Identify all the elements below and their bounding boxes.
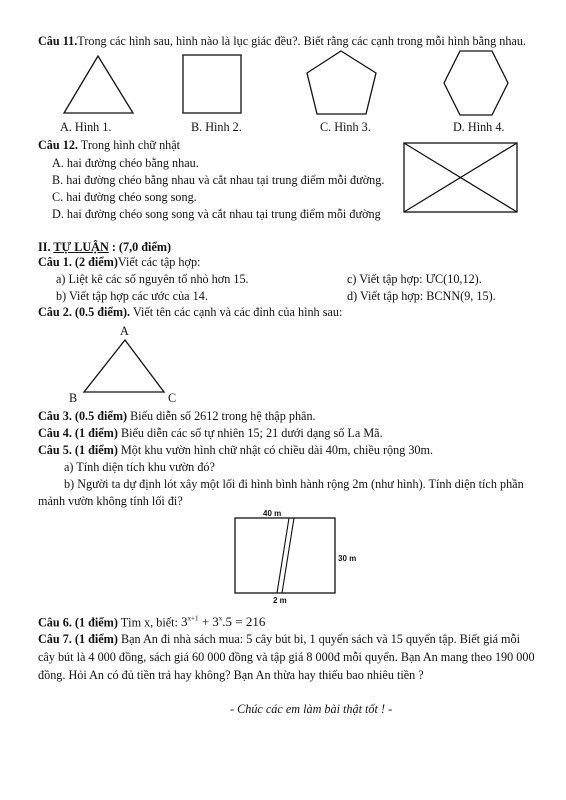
question-text: Bạn An đi nhà sách mua: 5 cây bút bi, 1 quyển sách và 15 quyển tập. Biết giá mỗi [117,632,521,646]
width-label: 30 m [338,554,357,563]
equation-exponent-1: x+1 [187,615,199,623]
question-text: Một khu vườn hình chữ nhật có chiều dài 40m, chiều rộng 30m. [117,443,434,457]
option-c: C. Hình 3. [320,120,371,134]
option-a: A. hai đường chéo bằng nhau. [52,156,199,170]
question-text: Biểu diễn số 2612 trong hệ thập phân. [127,409,316,423]
path-width-label: 2 m [273,596,287,605]
sub-question-b: b) Viết tập hợp các ước của 14. [56,289,208,303]
question-text: Biểu diễn các số tự nhiên 15; 21 dưới dạng số La Mã. [117,426,383,440]
essay-question-7 [38,632,520,646]
section-number: II. [38,240,54,254]
sub-question-a: a) Tính diện tích khu vườn đó? [64,460,215,474]
sub-question-d: d) Viết tập hợp: BCNN(9, 15). [347,289,496,303]
question-text: Tìm x, biết: [117,615,181,630]
equation-middle: + 3 [198,614,219,630]
option-b: B. hai đường chéo bằng nhau và cắt nhau tại trung điểm mỗi đường. [52,173,385,187]
length-label: 40 m [263,509,282,518]
equation-exponent-2: x [218,615,223,623]
essay-question-6 [38,612,265,629]
equation-base: 3 [181,614,188,630]
question-label: Câu 5. (1 điểm) [38,443,118,457]
section-title: TỰ LUẬN [53,240,109,254]
option-d: D. Hình 4. [453,120,505,134]
question-text: Viết tên các cạnh và các đỉnh của hình sau: [130,305,343,319]
option-c: C. hai đường chéo song song. [52,190,197,204]
option-d: D. hai đường chéo song song và cắt nhau tại trung điểm mỗi đường [52,207,381,221]
question-label: Câu 7. (1 điểm) [38,632,118,646]
question-label: Câu 1. (2 điểm) [38,255,118,269]
footer-wish: - Chúc các em làm bài thật tốt ! - [230,702,393,716]
question-text-cont-2: đồng. Hỏi An có đủ tiền trả hay không? Bạn An thừa hay thiếu bao nhiêu tiền ? [38,668,424,682]
section-points: : (7,0 điểm) [108,240,172,254]
option-a: A. Hình 1. [60,120,112,134]
equation [181,614,265,629]
question-label: Câu 6. (1 điểm) [38,615,118,630]
option-b: B. Hình 2. [191,120,242,134]
question-label: Câu 12. [38,138,78,152]
question-label: Câu 11. [38,34,78,48]
sub-question-c: c) Viết tập hợp: ƯC(10,12). [347,272,482,286]
question-label: Câu 4. (1 điểm) [38,426,118,440]
vertex-a-label: A [120,324,129,338]
question-text-cont-1: cây bút là 4 000 đồng, sách giá 60 000 đồng và tập giá 8 000đ mỗi quyển. Bạn An mang theo 190 000 [38,650,535,664]
question-text: Viết các tập hợp: [117,255,201,269]
question-text: Trong hình chữ nhật [80,138,181,152]
sub-question-a: a) Liệt kê các số nguyên tố nhỏ hơn 15. [56,272,249,286]
question-text: Trong các hình sau, hình nào là lục giác đều?. Biết rằng các cạnh trong mỗi hình bằng nhau. [77,34,526,48]
question-label: Câu 2. (0.5 điểm). [38,305,131,319]
question-label: Câu 3. (0.5 điểm) [38,409,128,423]
vertex-c-label: C [168,391,177,405]
equation-end: .5 = 216 [222,614,266,630]
vertex-b-label: B [69,391,78,405]
sub-question-b-cont: mảnh vườn không tính lối đi? [38,494,183,508]
sub-question-b: b) Người ta dự định lót xây một lối đi hình bình hành rộng 2m (như hình). Tính diện tích phần [64,477,524,491]
